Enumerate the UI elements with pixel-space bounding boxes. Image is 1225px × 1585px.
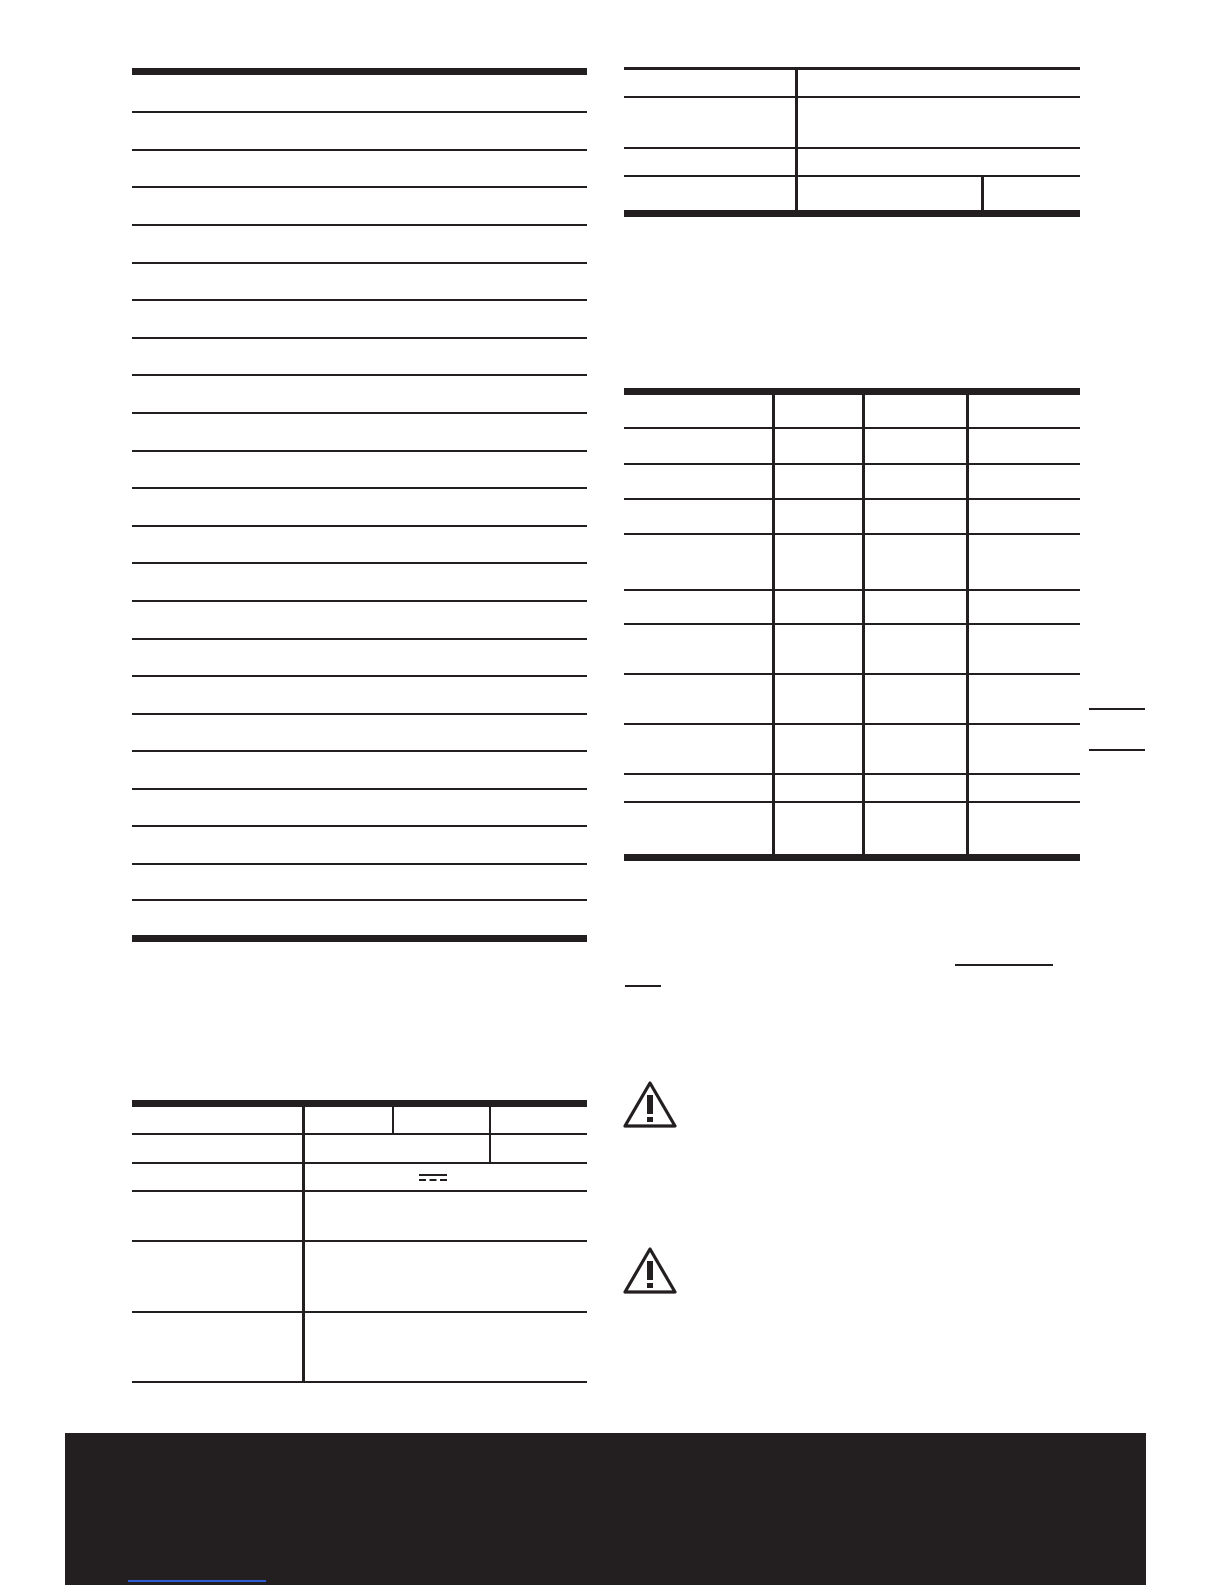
table-bottom-rule bbox=[624, 854, 1080, 861]
table-row-rule bbox=[624, 773, 1080, 775]
table-bottom-rule bbox=[132, 935, 587, 942]
table-column-rule bbox=[489, 1100, 491, 1163]
footer-link-underline[interactable] bbox=[128, 1580, 266, 1582]
text-underline bbox=[955, 964, 1053, 966]
table-row-rule bbox=[132, 149, 587, 151]
table-row-rule bbox=[132, 750, 587, 752]
table-row-rule bbox=[132, 525, 587, 527]
table-row-rule bbox=[132, 675, 587, 677]
table-row-rule bbox=[624, 723, 1080, 725]
table-row-rule bbox=[624, 673, 1080, 675]
table-column-rule bbox=[302, 1100, 305, 1383]
table-column-rule bbox=[392, 1100, 394, 1134]
table-column-rule bbox=[981, 175, 984, 212]
table-top-rule bbox=[132, 68, 587, 75]
table-row-rule bbox=[132, 1133, 587, 1135]
table-top-rule bbox=[132, 1100, 587, 1107]
table-row-rule bbox=[132, 788, 587, 790]
table-row-rule bbox=[624, 623, 1080, 625]
table-column-rule bbox=[862, 390, 865, 856]
warning-triangle-icon bbox=[622, 1080, 678, 1130]
table-row-rule bbox=[132, 638, 587, 640]
table-row-rule bbox=[624, 533, 1080, 535]
table-row-rule bbox=[132, 1240, 587, 1242]
table-column-rule bbox=[795, 67, 798, 212]
table-row-rule bbox=[132, 562, 587, 564]
table-row-rule bbox=[132, 1162, 587, 1164]
table-row-rule bbox=[132, 111, 587, 113]
table-row-rule bbox=[132, 412, 587, 414]
table-row-rule bbox=[132, 1381, 587, 1383]
table-row-rule bbox=[132, 299, 587, 301]
table-row-rule bbox=[132, 186, 587, 188]
table-bottom-rule bbox=[624, 210, 1080, 217]
table-row-rule bbox=[132, 1190, 587, 1192]
text-underline bbox=[625, 985, 661, 987]
table-row-rule bbox=[624, 589, 1080, 591]
table-row-rule bbox=[132, 450, 587, 452]
table-row-rule bbox=[624, 498, 1080, 500]
table-row-rule bbox=[132, 337, 587, 339]
table-column-rule bbox=[772, 390, 775, 856]
table-row-rule bbox=[624, 175, 1080, 177]
table-row-rule bbox=[624, 96, 1080, 98]
table-row-rule bbox=[132, 899, 587, 901]
table-row-rule bbox=[624, 427, 1080, 429]
table-top-rule bbox=[624, 67, 1080, 70]
table-top-rule bbox=[624, 388, 1080, 395]
table-row-rule bbox=[624, 801, 1080, 803]
table-row-rule bbox=[132, 600, 587, 602]
footer-band bbox=[65, 1433, 1146, 1585]
table-row-rule bbox=[132, 224, 587, 226]
table-row-rule bbox=[132, 863, 587, 865]
table-row-rule bbox=[624, 463, 1080, 465]
dc-current-symbol-icon bbox=[419, 1174, 447, 1182]
table-row-rule bbox=[132, 262, 587, 264]
table-row-rule bbox=[624, 147, 1080, 149]
warning-triangle-icon bbox=[622, 1246, 678, 1296]
table-row-rule bbox=[132, 825, 587, 827]
table-row-rule bbox=[132, 487, 587, 489]
table-row-rule bbox=[132, 1311, 587, 1313]
table-column-rule bbox=[966, 390, 969, 856]
table-row-rule bbox=[132, 374, 587, 376]
table-row-rule bbox=[132, 713, 587, 715]
language-side-tab bbox=[1089, 708, 1145, 752]
